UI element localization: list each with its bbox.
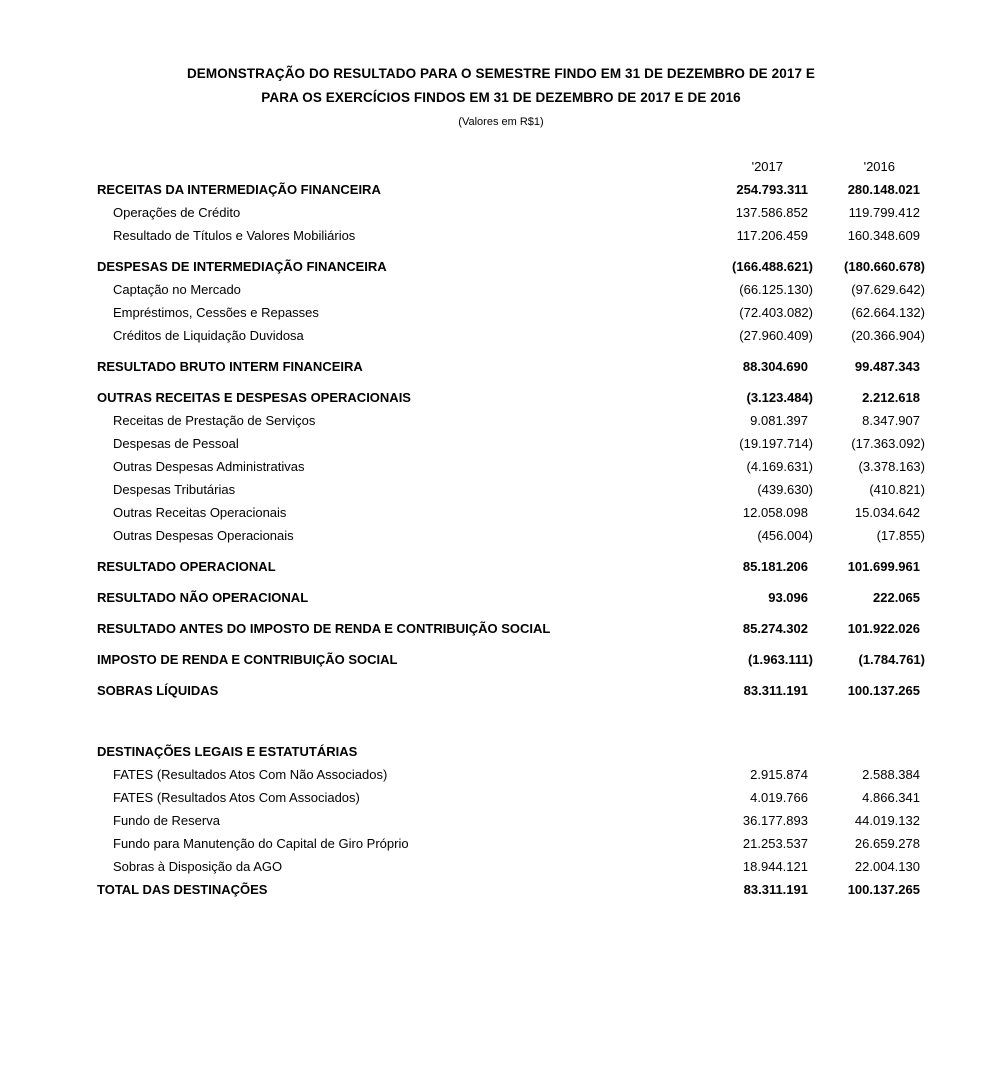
value-2017: (27.960.409) — [739, 328, 813, 343]
row-label: Resultado de Títulos e Valores Mobiliários — [113, 228, 356, 243]
statement-row — [97, 301, 925, 324]
value-2017: 88.304.690 — [742, 359, 808, 374]
statement-row — [97, 524, 925, 547]
statement-table — [0, 155, 1002, 901]
statement-row — [97, 786, 925, 809]
value-2017: 36.177.893 — [742, 813, 808, 828]
value-2017: 85.181.206 — [742, 559, 808, 574]
statement-row — [97, 409, 925, 432]
row-label: Empréstimos, Cessões e Repasses — [113, 305, 319, 320]
value-2016: (20.366.904) — [851, 328, 925, 343]
statement-subtitle: (Valores em R$1) — [458, 116, 544, 128]
value-2016: (17.855) — [876, 528, 925, 543]
row-label: FATES (Resultados Atos Com Associados) — [113, 790, 360, 805]
statement-row — [97, 278, 925, 301]
statement-row — [97, 432, 925, 455]
value-2016: (17.363.092) — [851, 436, 925, 451]
value-2016: 2.588.384 — [862, 767, 920, 782]
row-label: RESULTADO BRUTO INTERM FINANCEIRA — [97, 359, 363, 374]
value-2016: (180.660.678) — [844, 259, 925, 274]
row-label: Despesas de Pessoal — [113, 436, 239, 451]
value-2017: 18.944.121 — [742, 859, 808, 874]
statement-row — [97, 648, 925, 671]
value-2017: (1.963.111) — [747, 652, 813, 667]
value-2016: 22.004.130 — [854, 859, 920, 874]
value-2016: 4.866.341 — [862, 790, 920, 805]
value-2016: 15.034.642 — [854, 505, 920, 520]
statement-row — [97, 224, 925, 247]
statement-row — [97, 555, 925, 578]
value-2017: 83.311.191 — [743, 683, 808, 698]
value-2017: (3.123.484) — [746, 390, 813, 405]
row-label: RESULTADO ANTES DO IMPOSTO DE RENDA E CONTRIBUIÇÃO SOCIAL — [97, 621, 551, 636]
value-2016: (1.784.761) — [858, 652, 925, 667]
row-label: FATES (Resultados Atos Com Não Associados) — [113, 767, 388, 782]
value-2017: (72.403.082) — [739, 305, 813, 320]
statement-row — [97, 255, 925, 278]
row-label: IMPOSTO DE RENDA E CONTRIBUIÇÃO SOCIAL — [97, 652, 398, 667]
statement-row — [97, 355, 925, 378]
value-2017: (19.197.714) — [739, 436, 813, 451]
statement-title-line1: DEMONSTRAÇÃO DO RESULTADO PARA O SEMESTRE FINDO EM 31 DE DEZEMBRO DE 2017 E — [186, 66, 816, 81]
statement-row — [97, 478, 925, 501]
value-2016: 119.799.412 — [848, 205, 920, 220]
statement-row — [97, 763, 925, 786]
value-2016: (97.629.642) — [851, 282, 925, 297]
row-label: RESULTADO OPERACIONAL — [97, 559, 276, 574]
column-headers-row — [97, 155, 925, 178]
value-2016: 222.065 — [873, 590, 920, 605]
value-2017: (66.125.130) — [739, 282, 813, 297]
row-label: Despesas Tributárias — [113, 482, 236, 497]
statement-row — [97, 586, 925, 609]
value-2016: 8.347.907 — [862, 413, 920, 428]
row-label: Captação no Mercado — [113, 282, 241, 297]
value-2017: 2.915.874 — [750, 767, 808, 782]
value-2016: 100.137.265 — [847, 882, 920, 897]
value-2017: 254.793.311 — [736, 182, 808, 197]
value-2016: 280.148.021 — [847, 182, 920, 197]
row-label: RESULTADO NÃO OPERACIONAL — [97, 590, 309, 605]
statement-row — [97, 455, 925, 478]
statement-row — [97, 178, 925, 201]
statement-row — [97, 386, 925, 409]
value-2016: 100.137.265 — [847, 683, 920, 698]
row-label: DESTINAÇÕES LEGAIS E ESTATUTÁRIAS — [97, 744, 358, 759]
column-header-year-2017: '2017 — [751, 159, 783, 174]
row-label: Operações de Crédito — [113, 205, 241, 220]
row-label: Fundo de Reserva — [113, 813, 220, 828]
value-2016: 26.659.278 — [854, 836, 920, 851]
statement-row — [97, 501, 925, 524]
value-2017: 85.274.302 — [742, 621, 808, 636]
value-2017: (456.004) — [757, 528, 813, 543]
row-label: OUTRAS RECEITAS E DESPESAS OPERACIONAIS — [97, 390, 411, 405]
value-2016: 2.212.618 — [862, 390, 920, 405]
row-label: TOTAL DAS DESTINAÇÕES — [97, 882, 268, 897]
row-label: Créditos de Liquidação Duvidosa — [113, 328, 304, 343]
value-2016: (410.821) — [869, 482, 925, 497]
row-label: Receitas de Prestação de Serviços — [113, 413, 316, 428]
value-2016: 160.348.609 — [847, 228, 920, 243]
statement-row — [97, 617, 925, 640]
value-2017: 117.206.459 — [736, 228, 808, 243]
row-label: Outras Despesas Administrativas — [113, 459, 305, 474]
statement-row — [97, 740, 925, 763]
statement-title-line2: PARA OS EXERCÍCIOS FINDOS EM 31 DE DEZEMBRO DE 2017 E DE 2016 — [261, 90, 741, 105]
value-2017: 12.058.098 — [742, 505, 808, 520]
statement-row — [97, 679, 925, 702]
value-2017: (166.488.621) — [732, 259, 813, 274]
statement-row — [97, 201, 925, 224]
value-2017: 83.311.191 — [743, 882, 808, 897]
value-2017: 9.081.397 — [750, 413, 808, 428]
row-label: RECEITAS DA INTERMEDIAÇÃO FINANCEIRA — [97, 182, 381, 197]
value-2017: 4.019.766 — [750, 790, 808, 805]
statement-row — [97, 832, 925, 855]
statement-row — [97, 809, 925, 832]
row-label: Fundo para Manutenção do Capital de Giro Próprio — [113, 836, 409, 851]
value-2016: 101.699.961 — [847, 559, 920, 574]
value-2017: 21.253.537 — [742, 836, 808, 851]
row-label: Outras Receitas Operacionais — [113, 505, 287, 520]
row-label: SOBRAS LÍQUIDAS — [97, 683, 219, 698]
statement-row — [97, 855, 925, 878]
value-2016: 99.487.343 — [854, 359, 920, 374]
value-2017: 93.096 — [768, 590, 808, 605]
row-label: DESPESAS DE INTERMEDIAÇÃO FINANCEIRA — [97, 259, 387, 274]
value-2016: 44.019.132 — [854, 813, 920, 828]
statement-header — [0, 0, 1002, 132]
statement-rows — [97, 178, 925, 901]
value-2016: (62.664.132) — [851, 305, 925, 320]
value-2017: (439.630) — [757, 482, 813, 497]
column-header-year-2016: '2016 — [863, 159, 895, 174]
statement-row — [97, 324, 925, 347]
value-2016: 101.922.026 — [847, 621, 920, 636]
statement-row — [97, 878, 925, 901]
value-2017: 137.586.852 — [735, 205, 808, 220]
value-2016: (3.378.163) — [858, 459, 925, 474]
value-2017: (4.169.631) — [746, 459, 813, 474]
row-label: Sobras à Disposição da AGO — [113, 859, 283, 874]
row-label: Outras Despesas Operacionais — [113, 528, 294, 543]
